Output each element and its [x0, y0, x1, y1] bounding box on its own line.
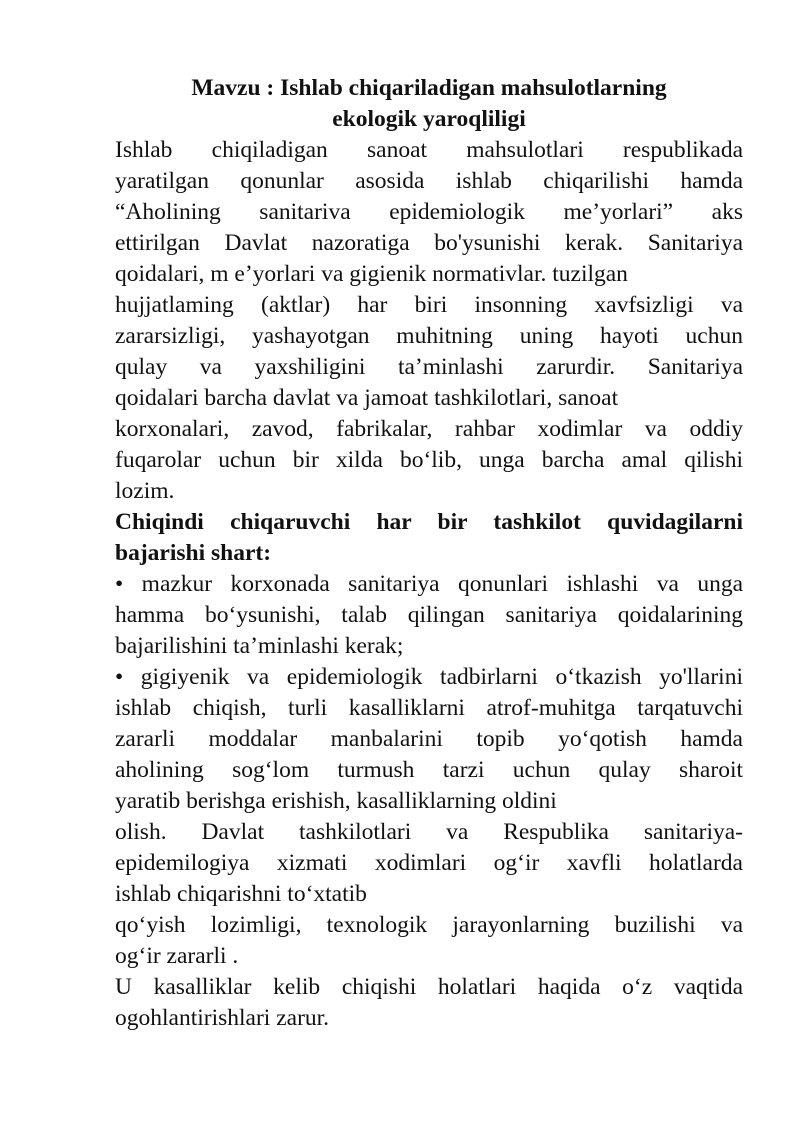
text-line: hujjatlaming (aktlar) har biri insonning xavfsizligi va: [115, 292, 743, 318]
text-line: yaratilgan qonunlar asosida ishlab chiqarilishi hamda: [115, 168, 743, 194]
text-line: • gigiyenik va epidemiologik tadbirlarni o‘tkazish yo'llarini: [115, 664, 743, 690]
paragraph-processes: [115, 910, 743, 972]
text-line: hamma bo‘ysunishi, talab qilingan sanitariya qoidalarining: [115, 602, 743, 628]
text-line: qoidalari, m e’yorlari va gigienik normativlar. tuzilgan: [115, 261, 628, 287]
text-line: lozim.: [115, 478, 175, 504]
paragraph-authorities: [115, 817, 743, 910]
bullet-item-1: [115, 569, 743, 662]
text-line: epidemilogiya xizmati xodimlari og‘ir xavfli holatlarda: [115, 850, 743, 876]
text-line: qulay va yaxshiligini ta’minlashi zarurdir. Sanitariya: [115, 354, 743, 380]
text-line: og‘ir zararli .: [115, 943, 239, 969]
text-line: yaratib berishga erishish, kasalliklarning oldini: [115, 788, 557, 814]
text-line: ishlab chiqish, turli kasalliklarni atrof-muhitga tarqatuvchi: [115, 695, 743, 721]
text-line: “Aholining sanitariva epidemiologik me’yorlari” aks: [115, 199, 743, 225]
text-line: zararli moddalar manbalarini topib yo‘qotish hamda: [115, 726, 743, 752]
text-line: • mazkur korxonada sanitariya qonunlari ishlashi va unga: [115, 571, 743, 597]
paragraph-warning: [115, 972, 743, 1034]
section-heading: [115, 507, 743, 569]
heading-line: bajarishi shart:: [115, 540, 272, 566]
title-line-1: Mavzu : Ishlab chiqariladigan mahsulotlarning: [191, 75, 667, 101]
text-line: korxonalari, zavod, fabrikalar, rahbar xodimlar va oddiy: [115, 416, 743, 442]
paragraph-intro: [115, 135, 743, 507]
text-line: aholining sog‘lom turmush tarzi uchun qulay sharoit: [115, 757, 743, 783]
page-title: [115, 73, 743, 135]
text-line: qo‘yish lozimligi, texnologik jarayonlarning buzilishi va: [115, 912, 743, 938]
text-line: olish. Davlat tashkilotlari va Respublika sanitariya-: [115, 819, 743, 845]
document-page: [115, 73, 743, 1034]
text-line: U kasalliklar kelib chiqishi holatlari haqida o‘z vaqtida: [115, 974, 743, 1000]
text-line: ettirilgan Davlat nazoratiga bo'ysunishi kerak. Sanitariya: [115, 230, 743, 256]
bullet-item-2: [115, 662, 743, 817]
heading-line: Chiqindi chiqaruvchi har bir tashkilot quvidagilarni: [115, 509, 743, 535]
text-line: zararsizligi, yashayotgan muhitning uning hayoti uchun: [115, 323, 743, 349]
text-line: fuqarolar uchun bir xilda bo‘lib, unga barcha amal qilishi: [115, 447, 743, 473]
text-line: ishlab chiqarishni to‘xtatib: [115, 881, 367, 907]
title-line-2: ekologik yaroqliligi: [332, 106, 526, 132]
text-line: ogohlantirishlari zarur.: [115, 1005, 330, 1031]
text-line: bajarilishini ta’minlashi kerak;: [115, 633, 404, 659]
text-line: Ishlab chiqiladigan sanoat mahsulotlari respublikada: [115, 137, 743, 163]
text-line: qoidalari barcha davlat va jamoat tashkilotlari, sanoat: [115, 385, 619, 411]
